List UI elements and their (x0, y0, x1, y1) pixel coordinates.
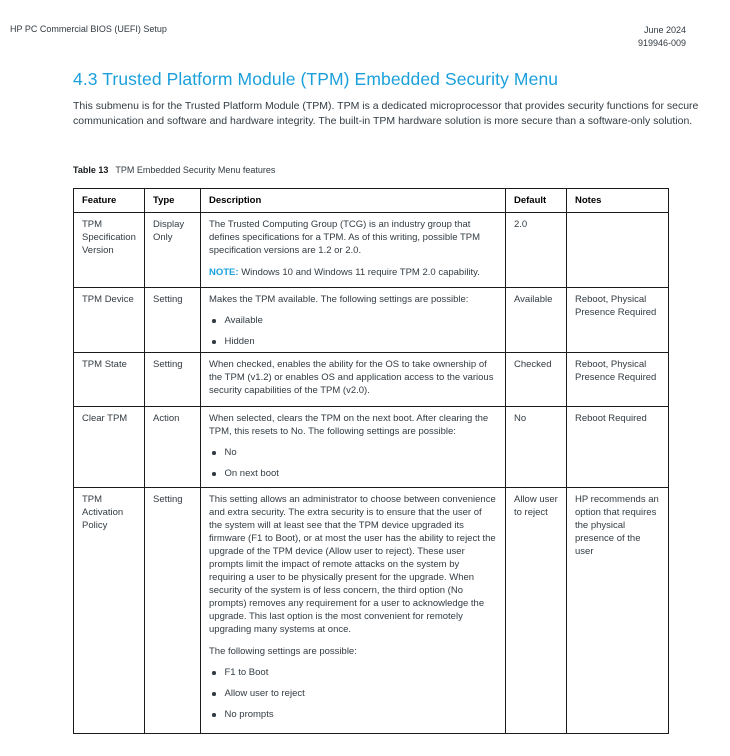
description-paragraph: When checked, enables the ability for the OS to take ownership of the TPM (v1.2) or enables OS and application access to the various security capabilities of the TPM (v2.0). (209, 359, 494, 396)
cell-default: No (506, 407, 567, 488)
bullet-item (212, 687, 497, 700)
cell-feature: TPM State (74, 353, 145, 407)
note-label: NOTE: (209, 267, 239, 278)
cell-feature: TPM Device (74, 288, 145, 353)
cell-feature: TPM Specification Version (74, 213, 145, 288)
cell-type: Setting (145, 288, 201, 353)
bullet-item (212, 314, 497, 327)
table-row (74, 213, 669, 288)
table-row (74, 288, 669, 353)
header-date: June 2024 (643, 25, 686, 35)
header-doc-number: 919946-009 (637, 38, 686, 48)
bullet-item (212, 335, 497, 348)
header-meta (638, 24, 686, 50)
bullet-icon (212, 451, 216, 455)
bullet-item (212, 446, 497, 459)
cell-type: Display Only (145, 213, 201, 288)
description-paragraph: When selected, clears the TPM on the next boot. After clearing the TPM, this resets to No. The following settings are possible: (209, 413, 489, 437)
description-paragraph: This setting allows an administrator to choose between convenience and extra security. The extra security is to ensure that the user of the system will at least see that the TPM device upgraded its firmware (F1 to Boot), or at most the user has the ability to reject the upgrade of the TPM device (Allow user to reject). These user prompts limit the impact of remote attacks on the system by requiring a user to be physically present for the upgrade. When security of the system is of less concern, the third option (No prompts) removes any requirement for a user to acknowledge the upgrade. This last option is the most convenient for remotely upgrading many systems at once. (209, 494, 496, 635)
bullet-item (212, 666, 497, 679)
cell-default: Checked (506, 353, 567, 407)
table-row (74, 407, 669, 488)
bullet-icon (212, 340, 216, 344)
cell-description (201, 488, 506, 734)
cell-notes: Reboot Required (567, 407, 669, 488)
bullet-icon (212, 671, 216, 675)
cell-notes: Reboot, Physical Presence Required (567, 353, 669, 407)
cell-default: 2.0 (506, 213, 567, 288)
bullet-icon (212, 472, 216, 476)
cell-type: Setting (145, 353, 201, 407)
note-text: Windows 10 and Windows 11 require TPM 2.0 capability. (238, 267, 480, 278)
section-title: 4.3 Trusted Platform Module (TPM) Embedded Security Menu (73, 69, 559, 89)
table-header-row (74, 189, 669, 213)
column-header-feature: Feature (74, 189, 145, 213)
cell-notes (567, 213, 669, 288)
cell-notes: Reboot, Physical Presence Required (567, 288, 669, 353)
table-caption-label: Table 13 (73, 165, 109, 175)
bullet-text: Hidden (224, 336, 255, 347)
bullet-text: No (224, 447, 237, 458)
cell-default: Allow user to reject (506, 488, 567, 734)
bullet-text: On next boot (224, 468, 279, 479)
bullet-text: Available (224, 315, 263, 326)
bullet-text: Allow user to reject (224, 688, 305, 699)
section-intro: This submenu is for the Trusted Platform Module (TPM). TPM is a dedicated microprocessor that provides security functions for secure communication and software and hardware integrity. The built-in TPM hardware solution is more secure than a software-only solution. (73, 100, 699, 127)
bullet-icon (212, 692, 216, 696)
cell-type: Action (145, 407, 201, 488)
description-note (209, 266, 497, 279)
column-header-type: Type (145, 189, 201, 213)
cell-description (201, 288, 506, 353)
column-header-default: Default (506, 189, 567, 213)
cell-notes: HP recommends an option that requires the physical presence of the user (567, 488, 669, 734)
cell-type: Setting (145, 488, 201, 734)
cell-feature: Clear TPM (74, 407, 145, 488)
cell-feature: TPM Activation Policy (74, 488, 145, 734)
cell-description (201, 407, 506, 488)
bullet-item (212, 467, 497, 480)
table-row (74, 488, 669, 734)
cell-description (201, 353, 506, 407)
table-caption (73, 165, 275, 175)
bullet-text: No prompts (224, 709, 274, 720)
description-paragraph: Makes the TPM available. The following settings are possible: (209, 294, 469, 305)
tpm-features-table (73, 188, 669, 734)
cell-description (201, 213, 506, 288)
bullet-text: F1 to Boot (224, 667, 269, 678)
table-row (74, 353, 669, 407)
cell-default: Available (506, 288, 567, 353)
bullet-icon (212, 713, 216, 717)
column-header-description: Description (201, 189, 506, 213)
table-caption-text: TPM Embedded Security Menu features (115, 165, 276, 175)
column-header-notes: Notes (567, 189, 669, 213)
bullet-item (212, 708, 497, 721)
description-paragraph: The following settings are possible: (209, 646, 357, 657)
header-doc-title: HP PC Commercial BIOS (UEFI) Setup (10, 24, 167, 34)
description-paragraph: The Trusted Computing Group (TCG) is an industry group that defines specifications for a TPM. As of this writing, possible TPM specification versions are 1.2 or 2.0. (209, 219, 481, 256)
bullet-icon (212, 319, 216, 323)
